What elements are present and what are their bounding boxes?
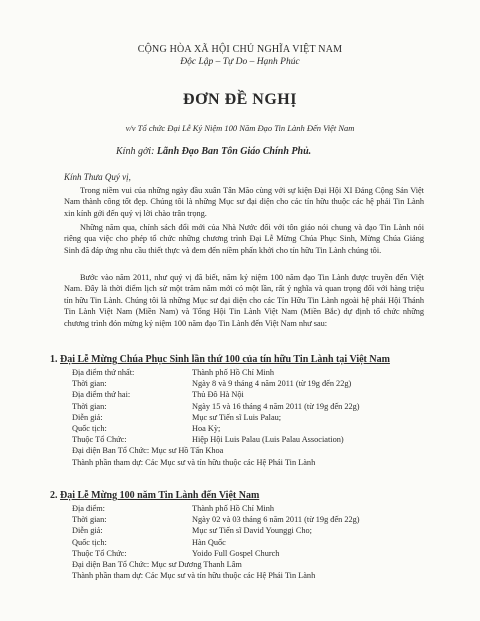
document-title: ĐƠN ĐỀ NGHỊ	[183, 91, 297, 108]
detail-row	[72, 412, 360, 423]
event-number: 2.	[50, 490, 58, 501]
detail-label: Quốc tịch:	[72, 424, 107, 434]
greeting: Kính Thưa Quý vị,	[64, 172, 131, 182]
detail-row	[72, 423, 360, 434]
detail-label: Thuộc Tổ Chức:	[72, 548, 127, 558]
detail-label: Diễn giả:	[72, 412, 103, 422]
organizer-line: Đại diện Ban Tổ Chức: Mục sư Hồ Tấn Khoa	[72, 446, 224, 456]
event-2-details	[72, 503, 360, 581]
paragraph-3: Bước vào năm 2011, như quý vị đã biết, năm kỷ niệm 100 năm đạo Tin Lành được truyền đến Việt Nam. Đây là thời điểm lịch sử một trăm năm mới có một lần, rất ý nghĩa và quan trọng đối với hàng triệu tín hữu Tin Lành. Chúng tôi là những Mục sư đại diện cho các Tín Hữu Tin Lành ngoài hệ phái Hội Thánh Tin Lành Việt Nam (Miền Nam) và Tổng Hội Tin Lành Việt Nam (Miền Bắc) dự định tổ chức những chương trình đón mừng kỷ niệm 100 năm đạo Tin Lành đến Việt Nam như sau:	[64, 273, 424, 328]
detail-row	[72, 401, 360, 412]
participants-line: Thành phần tham dự: Các Mục sư và tín hữu thuộc các Hệ Phái Tin Lành	[72, 571, 316, 581]
detail-value: Yoido Full Gospel Church	[192, 548, 280, 558]
detail-value: Ngày 15 và 16 tháng 4 năm 2011 (từ 19g đến 22g)	[192, 401, 360, 411]
detail-label: Thời gian:	[72, 379, 107, 389]
detail-row	[72, 503, 360, 514]
detail-label: Diễn giả:	[72, 526, 103, 536]
organizer-line: Đại diện Ban Tổ Chức: Mục sư Dương Thanh Lâm	[72, 560, 242, 570]
detail-label: Quốc tịch:	[72, 537, 107, 547]
detail-value: Ngày 02 và 03 tháng 6 năm 2011 (từ 19g đến 22g)	[192, 515, 360, 525]
detail-label: Địa điểm thứ nhất:	[72, 368, 135, 377]
detail-value: Hiệp Hội Luis Palau (Luis Palau Association)	[192, 435, 344, 445]
detail-label: Địa điểm:	[72, 504, 105, 513]
event-title: Đại Lễ Mừng Chúa Phục Sinh lần thứ 100 của tín hữu Tin Lành tại Việt Nam	[60, 354, 390, 365]
detail-value: Hàn Quốc	[192, 537, 226, 547]
detail-value: Thành phố Hồ Chí Minh	[192, 368, 275, 377]
paragraph-2: Những năm qua, chính sách đổi mới của Nhà Nước đối với tôn giáo nói chung và đạo Tin Lành nói riêng qua việc cho phép tổ chức những chương trình Đại Lễ Mừng Chúa Phục Sinh, Mừng Chúa Giáng Sinh đã đáp ứng nhu cầu thiết thực và đem đến niềm phấn khởi cho tín hữu Tin Lành chúng tôi.	[64, 223, 424, 255]
event-title: Đại Lễ Mừng 100 năm Tin Lành đến Việt Nam	[60, 490, 260, 501]
addressee-line	[116, 146, 311, 157]
republic-heading: CỘNG HÒA XÃ HỘI CHỦ NGHĨA VIỆT NAM	[137, 44, 343, 55]
detail-label: Thời gian:	[72, 515, 107, 525]
event-1-details	[72, 367, 360, 468]
detail-label: Thuộc Tổ Chức:	[72, 435, 127, 445]
participants-line: Thành phần tham dự: Các Mục sư và tín hữu thuộc các Hệ Phái Tin Lành	[72, 457, 316, 467]
detail-label: Địa điểm thứ hai:	[72, 390, 131, 400]
regarding-line: v/v Tổ chức Đại Lễ Kỷ Niệm 100 Năm Đạo Tin Lành Đến Việt Nam	[125, 123, 355, 133]
detail-value: Mục sư Tiến sĩ David Younggi Cho;	[192, 526, 312, 536]
detail-row	[72, 367, 360, 378]
detail-row	[72, 389, 360, 400]
addressee-name: Lãnh Đạo Ban Tôn Giáo Chính Phủ.	[156, 146, 312, 157]
event-2-heading	[50, 490, 259, 501]
detail-row	[72, 548, 360, 559]
detail-value: Ngày 8 và 9 tháng 4 năm 2011 (từ 19g đến 22g)	[192, 379, 352, 389]
event-1-heading	[50, 354, 390, 365]
detail-value: Hoa Kỳ;	[192, 424, 221, 434]
detail-row	[72, 525, 360, 536]
detail-value: Thành phố Hồ Chí Minh	[192, 504, 275, 513]
detail-row	[72, 434, 360, 445]
addressee-prefix: Kính gởi:	[116, 146, 155, 157]
event-number: 1.	[50, 354, 58, 365]
detail-row	[72, 537, 360, 548]
detail-row	[72, 378, 360, 389]
detail-label: Thời gian:	[72, 401, 107, 411]
detail-row	[72, 514, 360, 525]
motto: Độc Lập – Tự Do – Hạnh Phúc	[180, 57, 300, 67]
paragraph-1: Trong niềm vui của những ngày đầu xuân Tân Mão cùng với sự kiện Đại Hội XI Đảng Cộng Sản Việt Nam thành công tốt đẹp. Chúng tôi là những Mục sư đại diện cho các tín hữu thuộc các hệ phái Tin Lành xin kính gởi đến quý vị lời chào trân trọng.	[64, 186, 424, 218]
detail-value: Mục sư Tiến sĩ Luis Palau;	[192, 412, 282, 422]
detail-value: Thủ Đô Hà Nội	[192, 390, 244, 400]
